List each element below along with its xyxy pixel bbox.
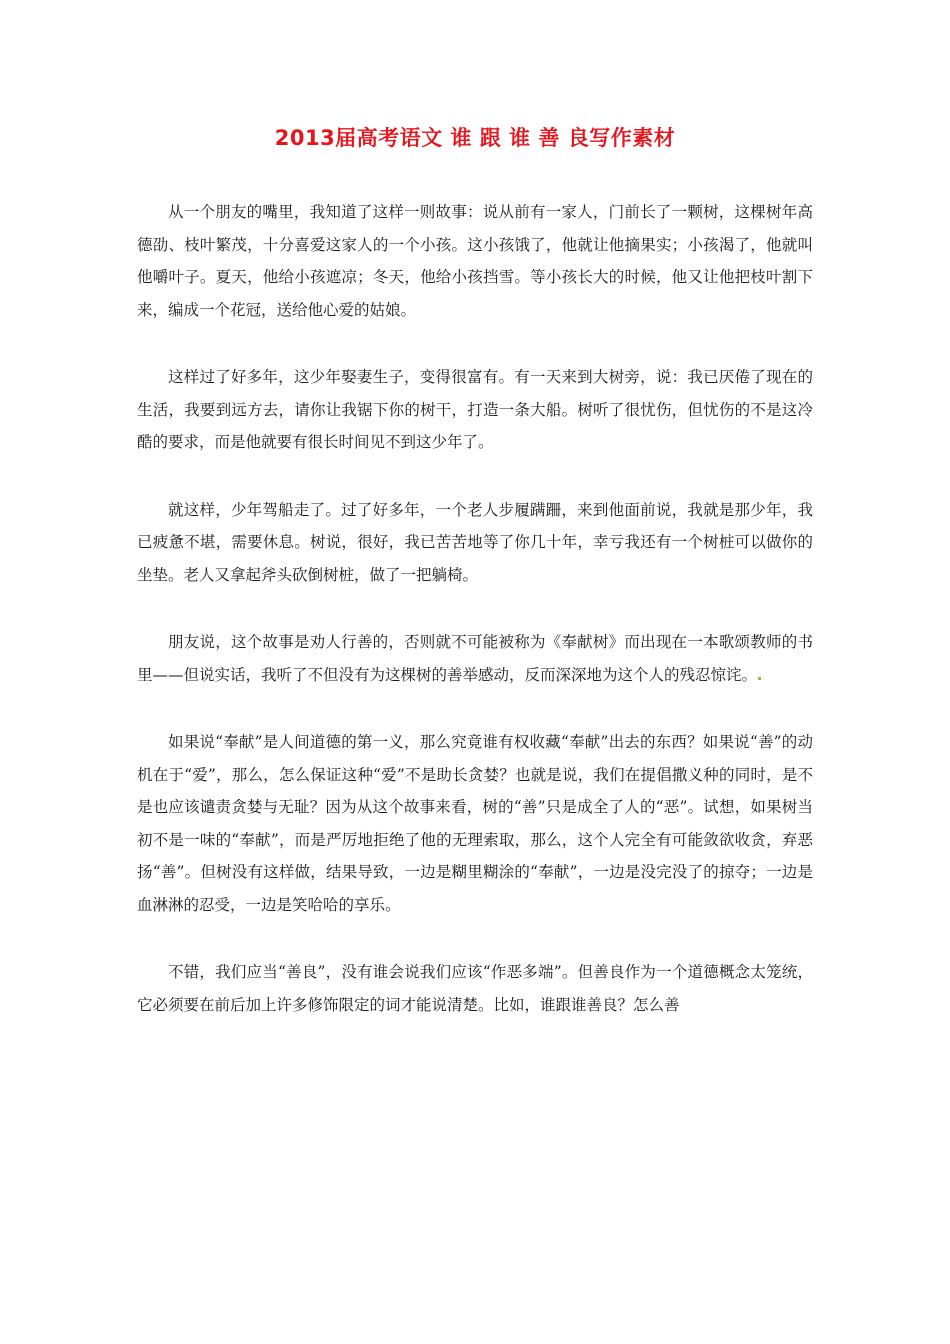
document-body: [137, 196, 813, 1056]
paragraph-1: 从一个朋友的嘴里，我知道了这样一则故事：说从前有一家人，门前长了一颗树，这棵树年高德劭、枝叶繁茂，十分喜爱这家人的一个小孩。这小孩饿了，他就让他摘果实；小孩渴了，他就叫他嚼叶子。夏天，他给小孩遮凉；冬天，他给小孩挡雪。等小孩长大的时候，他又让他把枝叶割下来，编成一个花冠，送给他心爱的姑娘。: [137, 203, 813, 319]
paragraph-6: 不错，我们应当“善良”，没有谁会说我们应该“作恶多端”。但善良作为一个道德概念太笼统，它必须要在前后加上许多修饰限定的词才能说清楚。比如，谁跟谁善良？怎么善: [137, 963, 813, 1014]
document-title: 2013届高考语文 谁 跟 谁 善 良写作素材: [274, 126, 676, 150]
paragraph-2: 这样过了好多年，这少年娶妻生子，变得很富有。有一天来到大树旁，说：我已厌倦了现在的生活，我要到远方去，请你让我锯下你的树干，打造一条大船。树听了很忧伤，但忧伤的不是这冷酷的要求，而是他就要有很长时间见不到这少年了。: [137, 368, 813, 451]
paragraph-3: 就这样，少年驾船走了。过了好多年，一个老人步履蹒跚，来到他面前说，我就是那少年，我已疲惫不堪，需要休息。树说，很好，我已苦苦地等了你几十年，幸亏我还有一个树桩可以做你的坐垫。老人又拿起斧头砍倒树桩，做了一把躺椅。: [137, 500, 813, 584]
paragraph-4: [137, 626, 813, 691]
stray-mark: [758, 677, 761, 680]
paragraph-4-text: 朋友说，这个故事是劝人行善的，否则就不可能被称为《奉献树》而出现在一本歌颂教师的书里——但说实话，我听了不但没有为这棵树的善举感动，反而深深地为这个人的残忍惊诧。: [137, 633, 813, 684]
paragraph-5: 如果说“奉献”是人间道德的第一义，那么究竟谁有权收藏“奉献”出去的东西？如果说“善”的动机在于“爱”，那么，怎么保证这种“爱”不是助长贪婪？也就是说，我们在提倡撒义种的同时，是不是也应该谴责贪婪与无耻？因为从这个故事来看，树的“善”只是成全了人的“恶”。试想，如果树当初不是一味的“奉献”，而是严厉地拒绝了他的无理索取，那么，这个人完全有可能敛欲收贪，弃恶扬“善”。但树没有这样做，结果导致，一边是糊里糊涂的“奉献”，一边是没完没了的掠夺；一边是血淋淋的忍受，一边是笑哈哈的享乐。: [137, 733, 813, 914]
